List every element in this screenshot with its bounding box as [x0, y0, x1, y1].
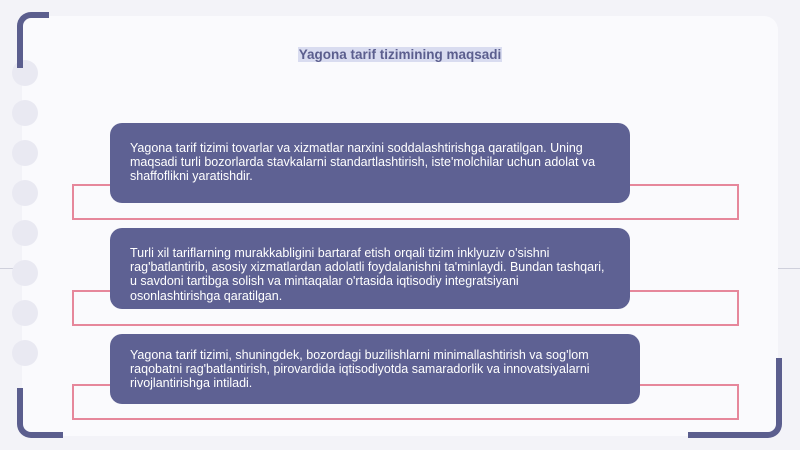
page-title-text: Yagona tarif tizimining maqsadi — [298, 47, 502, 62]
text-block-1-content: Yagona tarif tizimi tovarlar va xizmatlar narxini soddalashtirishga qaratilgan. Uning maqsadi turli bozorlarda stavkalarni standartlashtirish, iste'molchilar uchun adolat va shaffoflikni yaratishdir. — [130, 141, 596, 184]
binder-hole — [12, 100, 38, 126]
text-block-2-content: Turli xil tariflarning murakkabligini bartaraf etish orqali tizim inklyuziv o'sishni rag'batlantirib, asosiy xizmatlardan adolatli foydalanishni ta'minlaydi. Bundan tashqari, u savdoni tartibga solish va mintaqalar o'rtasida iqtisodiy integratsiyani osonlashtirishga qaratilgan. — [130, 246, 605, 303]
divider-line-right — [778, 268, 800, 269]
page-title — [0, 47, 800, 62]
text-block-1 — [110, 123, 630, 203]
binder-hole — [12, 220, 38, 246]
text-block-3 — [110, 334, 640, 404]
binder-hole — [12, 180, 38, 206]
binder-hole — [12, 260, 38, 286]
binder-hole — [12, 140, 38, 166]
text-block-2 — [110, 228, 630, 309]
binder-hole — [12, 340, 38, 366]
binder-hole — [12, 300, 38, 326]
text-block-3-content: Yagona tarif tizimi, shuningdek, bozordagi buzilishlarni minimallashtirish va sog'lom raqobatni rag'batlantirish, pirovardida iqtisodiyotda samaradorlik va innovatsiyalarni rivojlantirishga intiladi. — [130, 348, 590, 391]
corner-bracket-bottom-left — [17, 388, 63, 438]
